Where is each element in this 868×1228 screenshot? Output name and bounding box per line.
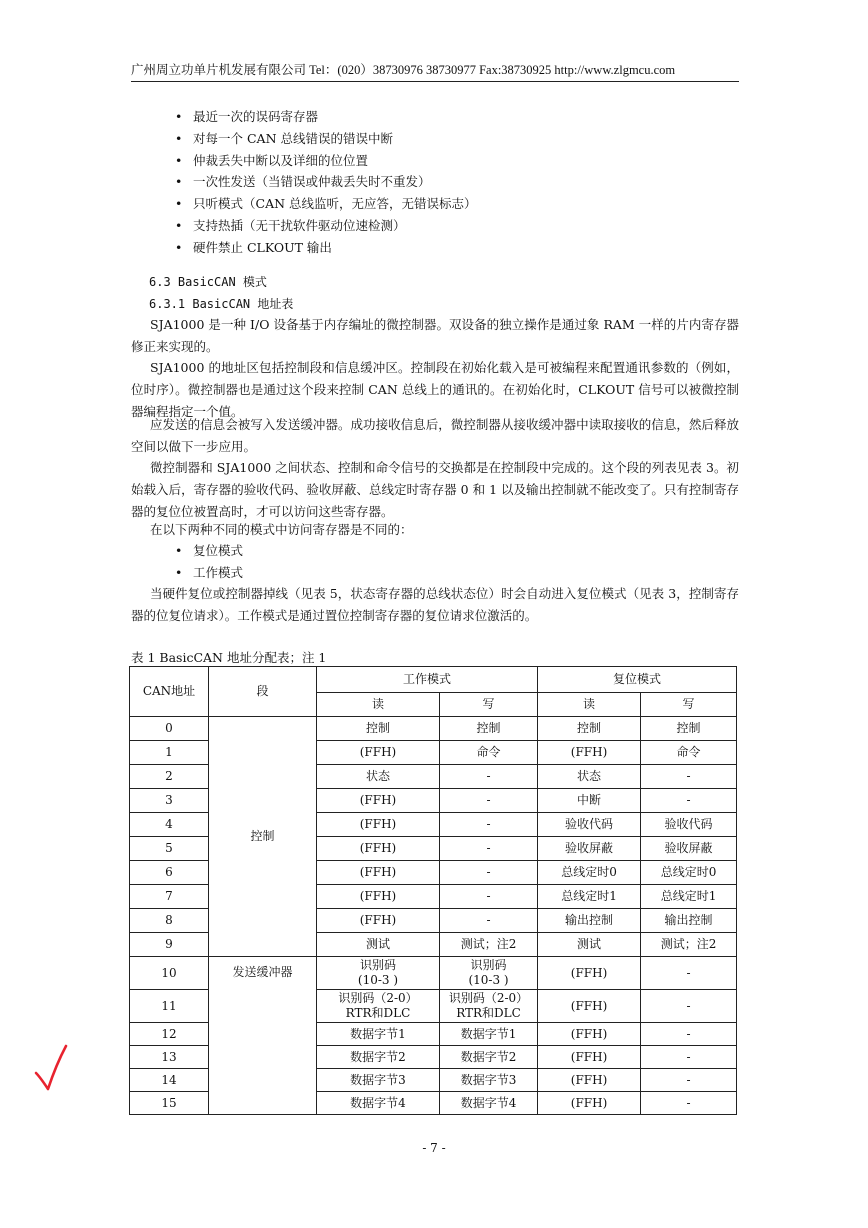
paragraph: SJA1000 的地址区包括控制段和信息缓冲区。控制段在初始化载入是可被编程来配置通讯参数的（例如，位时序）。微控制器也是通过这个段来控制 CAN 总线上的通讯的。在初始化时，CLKOUT 信号可以被微控制器编程指定一个值。	[131, 360, 739, 419]
mode-list	[175, 540, 243, 584]
table-cell: (FFH)	[317, 861, 440, 885]
table-cell: -	[641, 1092, 737, 1115]
table-cell: -	[440, 885, 538, 909]
table-cell: (FFH)	[317, 741, 440, 765]
table-row	[130, 957, 737, 990]
table-cell: 验收屏蔽	[538, 837, 641, 861]
list-item: • 硬件禁止 CLKOUT 输出	[175, 237, 477, 259]
page-header: 广州周立功单片机发展有限公司 Tel：(020）38730976 38730977 Fax:38730925 http://www.zlgmcu.com	[131, 60, 739, 82]
table-cell: 12	[130, 1023, 209, 1046]
table-cell: 13	[130, 1046, 209, 1069]
table-cell: -	[641, 765, 737, 789]
table-cell: 4	[130, 813, 209, 837]
header-cell: 写	[440, 693, 538, 717]
table-cell: -	[440, 789, 538, 813]
table-cell: 数据字节2	[440, 1046, 538, 1069]
table-cell: 1	[130, 741, 209, 765]
table-cell: 测试	[538, 933, 641, 957]
table-cell: -	[641, 957, 737, 990]
table-cell: 测试	[317, 933, 440, 957]
header-cell: 读	[317, 693, 440, 717]
list-item: • 一次性发送（当错误或仲裁丢失时不重发）	[175, 171, 477, 193]
table-cell: (FFH)	[317, 909, 440, 933]
table-cell: 验收屏蔽	[641, 837, 737, 861]
table-cell: 总线定时0	[538, 861, 641, 885]
table-cell: 识别码（2-0） RTR和DLC	[317, 990, 440, 1023]
header-cell: 段	[209, 667, 317, 717]
table-cell: -	[440, 909, 538, 933]
list-item: • 最近一次的误码寄存器	[175, 106, 477, 128]
page-number: - 7 -	[422, 1141, 446, 1155]
table-cell: 中断	[538, 789, 641, 813]
table-cell: 验收代码	[538, 813, 641, 837]
bullet-icon: •	[175, 564, 183, 580]
address-table	[129, 666, 737, 1115]
table-cell: (FFH)	[317, 813, 440, 837]
table-cell: 总线定时1	[538, 885, 641, 909]
table-cell: 7	[130, 885, 209, 909]
table-cell: -	[641, 1046, 737, 1069]
table-cell: 5	[130, 837, 209, 861]
header-cell: 复位模式	[538, 667, 737, 693]
list-item: • 仲裁丢失中断以及详细的位位置	[175, 150, 477, 172]
bullet-icon: •	[175, 543, 183, 558]
table-cell: 14	[130, 1069, 209, 1092]
table-header-row	[130, 667, 737, 693]
table-cell: 8	[130, 909, 209, 933]
table-cell: 控制	[538, 717, 641, 741]
table-cell: 数据字节3	[317, 1069, 440, 1092]
table-cell: 测试；注2	[440, 933, 538, 957]
table-cell: -	[440, 765, 538, 789]
bullet-icon: •	[175, 130, 183, 146]
table-cell: 识别码 (10-3 )	[440, 957, 538, 990]
table-cell: 11	[130, 990, 209, 1023]
table-cell: 总线定时0	[641, 861, 737, 885]
table-cell: (FFH)	[317, 885, 440, 909]
bullet-icon: •	[175, 152, 183, 168]
table-cell: 10	[130, 957, 209, 990]
table-cell: 0	[130, 717, 209, 741]
paragraph: SJA1000 是一种 I/O 设备基于内存编址的微控制器。双设备的独立操作是通过象 RAM 一样的片内寄存器修正来实现的。	[131, 317, 739, 354]
header-cell: CAN地址	[130, 667, 209, 717]
table-cell: -	[440, 861, 538, 885]
table-cell: (FFH)	[317, 789, 440, 813]
table-cell: 状态	[317, 765, 440, 789]
table-cell: 数据字节4	[440, 1092, 538, 1115]
table-cell: -	[641, 1069, 737, 1092]
handwritten-checkmark-icon	[33, 1043, 73, 1093]
segment-cell-control: 控制	[209, 717, 317, 957]
bullet-icon: •	[175, 109, 183, 124]
feature-list	[175, 106, 477, 259]
table-cell: -	[440, 813, 538, 837]
bullet-icon: •	[175, 239, 183, 255]
bullet-icon: •	[175, 217, 183, 233]
table-cell: 输出控制	[641, 909, 737, 933]
table-cell: 总线定时1	[641, 885, 737, 909]
table-cell: 控制	[641, 717, 737, 741]
table-cell: 验收代码	[641, 813, 737, 837]
table-cell: 数据字节3	[440, 1069, 538, 1092]
table-cell: -	[440, 837, 538, 861]
list-item: • 复位模式	[175, 540, 243, 562]
table-cell: 测试；注2	[641, 933, 737, 957]
header-cell: 工作模式	[317, 667, 538, 693]
section-heading-6-3-1: 6.3.1 BasicCAN 地址表	[149, 297, 294, 311]
table-row	[130, 717, 737, 741]
section-heading-6-3: 6.3 BasicCAN 模式	[149, 275, 267, 289]
paragraph: 微控制器和 SJA1000 之间状态、控制和命令信号的交换都是在控制段中完成的。这个段的列表见表 3。初始载入后，寄存器的验收代码、验收屏蔽、总线定时寄存器 0 和 1 以及输出控制就不能改变了。只有控制寄存器的复位位被置高时，才可以访问这些寄存器。	[131, 460, 739, 519]
table-cell: 15	[130, 1092, 209, 1115]
table-cell: 9	[130, 933, 209, 957]
paragraph: 在以下两种不同的模式中访问寄存器是不同的：	[150, 522, 413, 537]
table-cell: 控制	[440, 717, 538, 741]
paragraph: 当硬件复位或控制器掉线（见表 5，状态寄存器的总线状态位）时会自动进入复位模式（见表 3，控制寄存器的位复位请求）。工作模式是通过置位控制寄存器的复位请求位激活的。	[131, 586, 739, 623]
table-cell: 命令	[641, 741, 737, 765]
table-cell: 6	[130, 861, 209, 885]
table-cell: -	[641, 990, 737, 1023]
paragraph: 应发送的信息会被写入发送缓冲器。成功接收信息后，微控制器从接收缓冲器中读取接收的信息，然后释放空间以做下一步应用。	[131, 417, 739, 454]
table-cell: 识别码（2-0） RTR和DLC	[440, 990, 538, 1023]
bullet-icon: •	[175, 196, 183, 212]
list-item: • 支持热插（无干扰软件驱动位速检测）	[175, 215, 477, 237]
header-cell: 读	[538, 693, 641, 717]
table-cell: 识别码 (10-3 )	[317, 957, 440, 990]
table-cell: 数据字节4	[317, 1092, 440, 1115]
table-cell: 数据字节1	[317, 1023, 440, 1046]
bullet-icon: •	[175, 174, 183, 190]
table-cell: (FFH)	[538, 741, 641, 765]
table-cell: 控制	[317, 717, 440, 741]
list-item: • 只听模式（CAN 总线监听，无应答，无错误标志）	[175, 193, 477, 215]
table-cell: 命令	[440, 741, 538, 765]
table-cell: 数据字节1	[440, 1023, 538, 1046]
list-item: • 工作模式	[175, 562, 243, 584]
table-cell: 数据字节2	[317, 1046, 440, 1069]
table-cell: (FFH)	[538, 1092, 641, 1115]
table-cell: (FFH)	[538, 990, 641, 1023]
table-cell: -	[641, 789, 737, 813]
list-item: • 对每一个 CAN 总线错误的错误中断	[175, 128, 477, 150]
table-cell: (FFH)	[538, 1046, 641, 1069]
table-cell: (FFH)	[538, 1069, 641, 1092]
table-cell: 3	[130, 789, 209, 813]
table-cell: 2	[130, 765, 209, 789]
table-cell: -	[641, 1023, 737, 1046]
segment-cell-txbuf: 发送缓冲器	[209, 957, 317, 1115]
table-cell: (FFH)	[317, 837, 440, 861]
table-cell: 状态	[538, 765, 641, 789]
table-caption: 表 1 BasicCAN 地址分配表；注 1	[131, 650, 327, 665]
table-cell: (FFH)	[538, 957, 641, 990]
table-cell: (FFH)	[538, 1023, 641, 1046]
table-cell: 输出控制	[538, 909, 641, 933]
header-cell: 写	[641, 693, 737, 717]
